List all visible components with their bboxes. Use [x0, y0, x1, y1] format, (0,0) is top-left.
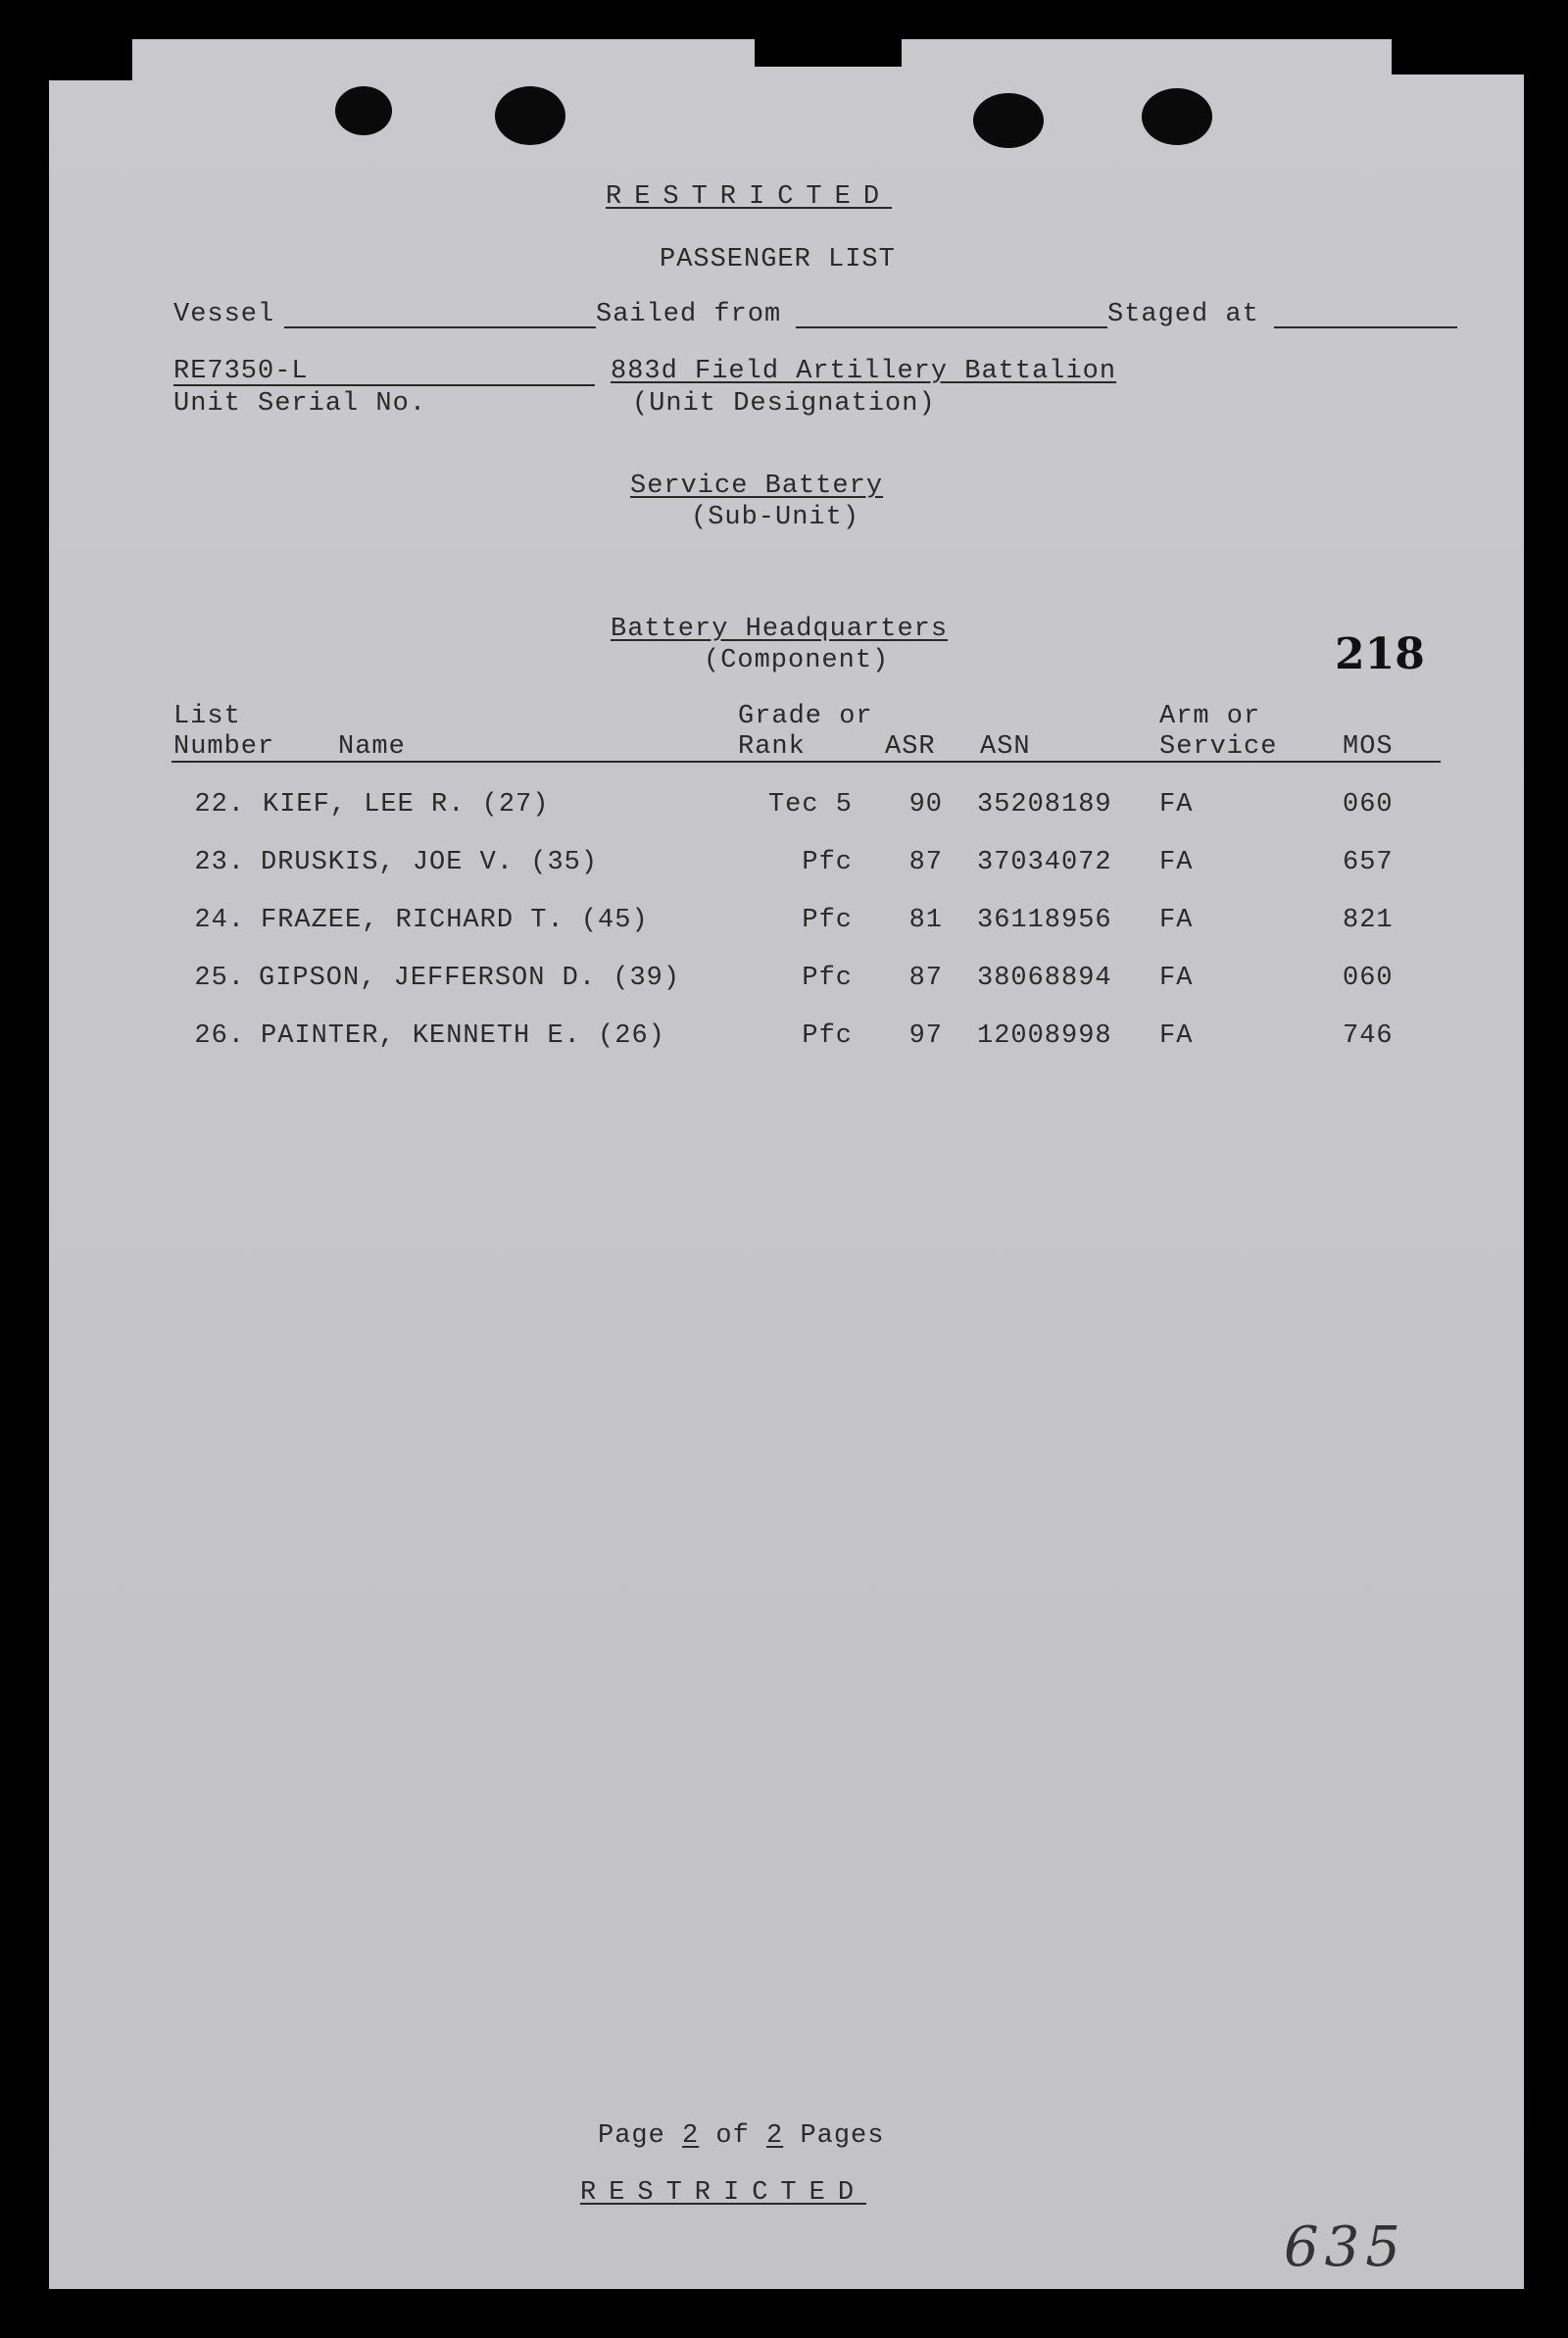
row-arm: FA	[1159, 1021, 1194, 1051]
row-number: 24.	[194, 906, 245, 935]
row-name: KIEF, LEE R. (27)	[263, 790, 550, 820]
col-list-2: Number	[173, 732, 275, 762]
row-asn: 37034072	[977, 848, 1112, 877]
row-mos: 657	[1343, 848, 1394, 877]
row-name: GIPSON, JEFFERSON D. (39)	[259, 964, 681, 993]
row-number: 25.	[194, 964, 245, 993]
page-of: of	[715, 2121, 750, 2151]
vessel-blank	[284, 326, 596, 328]
col-name: Name	[338, 732, 406, 762]
row-asr: 87	[908, 964, 943, 993]
row-grade: Tec 5	[767, 790, 853, 820]
staged-at-label: Staged at	[1107, 300, 1259, 329]
col-arm-2: Service	[1159, 732, 1278, 762]
sailed-from-blank	[796, 326, 1107, 328]
page-suffix: Pages	[800, 2121, 885, 2151]
staged-at-blank	[1274, 326, 1457, 328]
row-mos: 060	[1343, 790, 1394, 820]
row-asr: 87	[908, 848, 943, 877]
row-asr: 90	[908, 790, 943, 820]
row-grade: Pfc	[802, 964, 853, 993]
row-arm: FA	[1159, 790, 1194, 820]
row-number: 26.	[194, 1021, 245, 1051]
binder-hole-3	[973, 93, 1044, 148]
row-asr: 81	[908, 906, 943, 935]
col-arm-1: Arm or	[1159, 702, 1261, 731]
row-asn: 36118956	[977, 906, 1112, 935]
col-grade-1: Grade or	[738, 702, 873, 731]
binder-hole-2	[495, 86, 565, 145]
torn-edge-mid	[755, 39, 902, 67]
row-mos: 821	[1343, 906, 1394, 935]
row-arm: FA	[1159, 906, 1194, 935]
unit-serial-line	[173, 384, 595, 386]
component-value: Battery Headquarters	[611, 615, 949, 644]
page-current: 2	[682, 2121, 700, 2151]
row-arm: FA	[1159, 964, 1194, 993]
unit-designation-label: (Unit Designation)	[632, 389, 936, 419]
stamped-page-number: 218	[1335, 629, 1425, 679]
row-grade: Pfc	[802, 1021, 853, 1051]
row-asn: 38068894	[977, 964, 1112, 993]
torn-edge-left	[49, 39, 132, 80]
col-mos: MOS	[1343, 732, 1394, 762]
row-asn: 35208189	[977, 790, 1112, 820]
unit-serial-value: RE7350-L	[173, 357, 309, 386]
page-counter	[598, 2121, 884, 2151]
row-asr: 97	[908, 1021, 943, 1051]
row-name: DRUSKIS, JOE V. (35)	[261, 848, 599, 877]
component-label: (Component)	[704, 646, 890, 675]
col-asn: ASN	[980, 732, 1031, 762]
row-name: PAINTER, KENNETH E. (26)	[261, 1021, 665, 1051]
sub-unit-value: Service Battery	[630, 472, 884, 501]
handwritten-number: 635	[1284, 2215, 1406, 2279]
row-number: 23.	[194, 848, 245, 877]
sailed-from-label: Sailed from	[596, 300, 782, 329]
row-number: 22.	[194, 790, 245, 820]
page-total: 2	[766, 2121, 784, 2151]
classification-header: RESTRICTED	[606, 182, 893, 212]
page-title: PASSENGER LIST	[660, 245, 896, 274]
sub-unit-label: (Sub-Unit)	[691, 503, 860, 532]
col-list-1: List	[173, 702, 241, 731]
header-rule	[172, 761, 1441, 763]
row-grade: Pfc	[802, 906, 853, 935]
col-grade-2: Rank	[738, 732, 806, 762]
classification-footer: RESTRICTED	[580, 2178, 867, 2208]
col-asr: ASR	[885, 732, 936, 762]
unit-serial-label: Unit Serial No.	[173, 389, 427, 419]
binder-hole-4	[1142, 88, 1212, 145]
vessel-label: Vessel	[173, 300, 275, 329]
row-grade: Pfc	[802, 848, 853, 877]
row-name: FRAZEE, RICHARD T. (45)	[261, 906, 649, 935]
page-prefix: Page	[598, 2121, 665, 2151]
binder-hole-1	[335, 86, 392, 135]
row-mos: 746	[1343, 1021, 1394, 1051]
torn-edge-right	[1392, 39, 1524, 75]
unit-designation-value: 883d Field Artillery Battalion	[611, 357, 1117, 386]
row-arm: FA	[1159, 848, 1194, 877]
row-mos: 060	[1343, 964, 1394, 993]
row-asn: 12008998	[977, 1021, 1112, 1051]
